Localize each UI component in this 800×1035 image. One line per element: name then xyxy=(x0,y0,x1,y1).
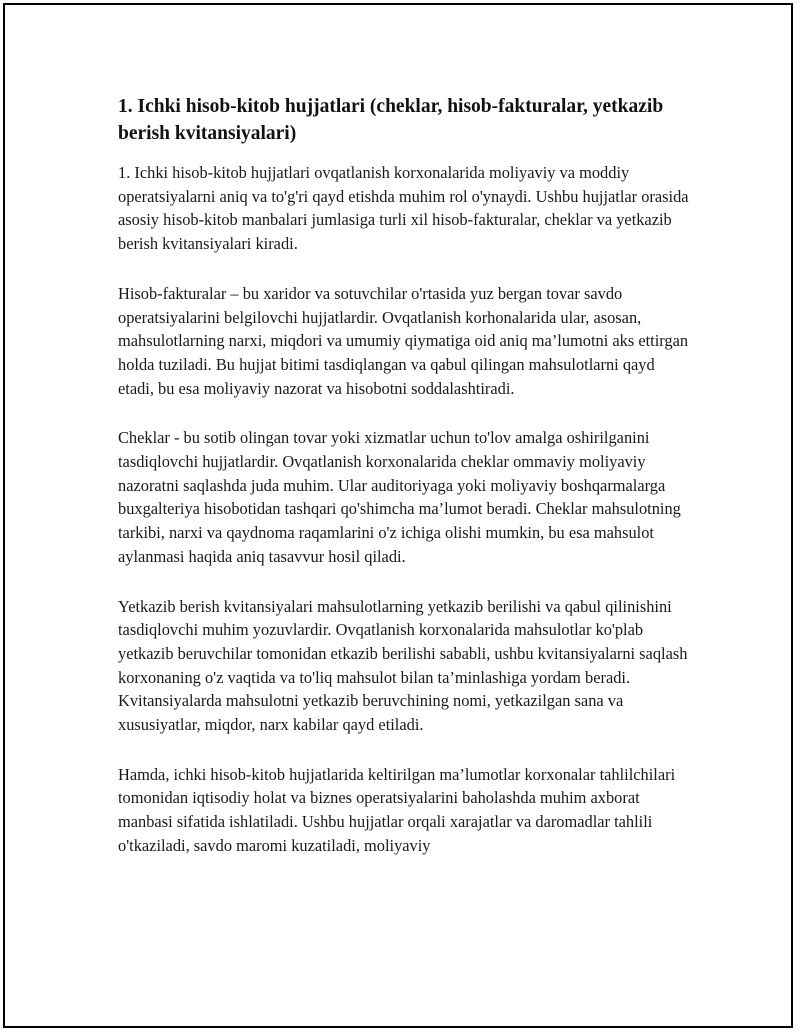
document-body xyxy=(118,93,693,884)
paragraph-invoices: Hisob-fakturalar – bu xaridor va sotuvchilar o'rtasida yuz bergan tovar savdo operatsiyalarini belgilovchi hujjatlardir. Ovqatlanish korhonalarida ular, asosan, mahsulotlarning narxi, miqdori va umumiy qiymatiga oid aniq ma’lumotni aks ettirgan holda tuziladi. Bu hujjat bitimi tasdiqlangan va qabul qilingan mahsulotlarni qayd etadi, bu esa moliyaviy nazorat va hisobotni soddalashtiradi. xyxy=(118,283,689,398)
paragraph-receipts: Cheklar - bu sotib olingan tovar yoki xizmatlar uchun to'lov amalga oshirilganini tasdiqlovchi hujjatlardir. Ovqatlanish korxonalarida cheklar ommaviy moliyaviy nazoratni saqlashda juda muhim. Ular auditoriyaga yoki moliyaviy boshqarmalarga buxgalteriya hisobotidan tashqari qo'shimcha ma’lumot beradi. Cheklar mahsulotning tarkibi, narxi va qaydnoma raqamlarini o'z ichiga olishi mumkin, bu esa mahsulot aylanmasi haqida aniq tasavvur hosil qiladi. xyxy=(118,428,681,566)
paragraph-analysis: Hamda, ichki hisob-kitob hujjatlarida keltirilgan ma’lumotlar korxonalar tahlilchilari tomonidan iqtisodiy holat va biznes operatsiyalarini baholashda muhim axborat manbasi sifatida ishlatiladi. Ushbu hujjatlar orqali xarajatlar va daromadlar tahlili o'tkaziladi, savdo maromi kuzatiladi, moliyaviy xyxy=(118,764,676,855)
paragraph-delivery-receipts: Yetkazib berish kvitansiyalari mahsulotlarning yetkazib berilishi va qabul qilinishini tasdiqlovchi muhim yozuvlardir. Ovqatlanish korxonalarida mahsulotlar ko'plab yetkazib beruvchilar tomonidan etkazib berilishi sababli, ushbu kvitansiyalarni saqlash korxonaning o'z vaqtida va to'liq mahsulot bilan ta’minlashiga yordam beradi. Kvitansiyalarda mahsulotni yetkazib beruvchining nomi, yetkazilgan sana va xususiyatlar, miqdor, narx kabilar qayd etiladi. xyxy=(118,596,688,735)
section-heading: 1. Ichki hisob-kitob hujjatlari (cheklar, hisob-fakturalar, yetkazib berish kvitansiyalari) xyxy=(118,96,664,144)
paragraph-intro: 1. Ichki hisob-kitob hujjatlari ovqatlanish korxonalarida moliyaviy va moddiy operatsiyalarni aniq va to'g'ri qayd etishda muhim rol o'ynaydi. Ushbu hujjatlar orasida asosiy hisob-kitob manbalari jumlasiga turli xil hisob-fakturalar, cheklar va yetkazib berish kvitansiyalari kiradi. xyxy=(118,163,689,254)
